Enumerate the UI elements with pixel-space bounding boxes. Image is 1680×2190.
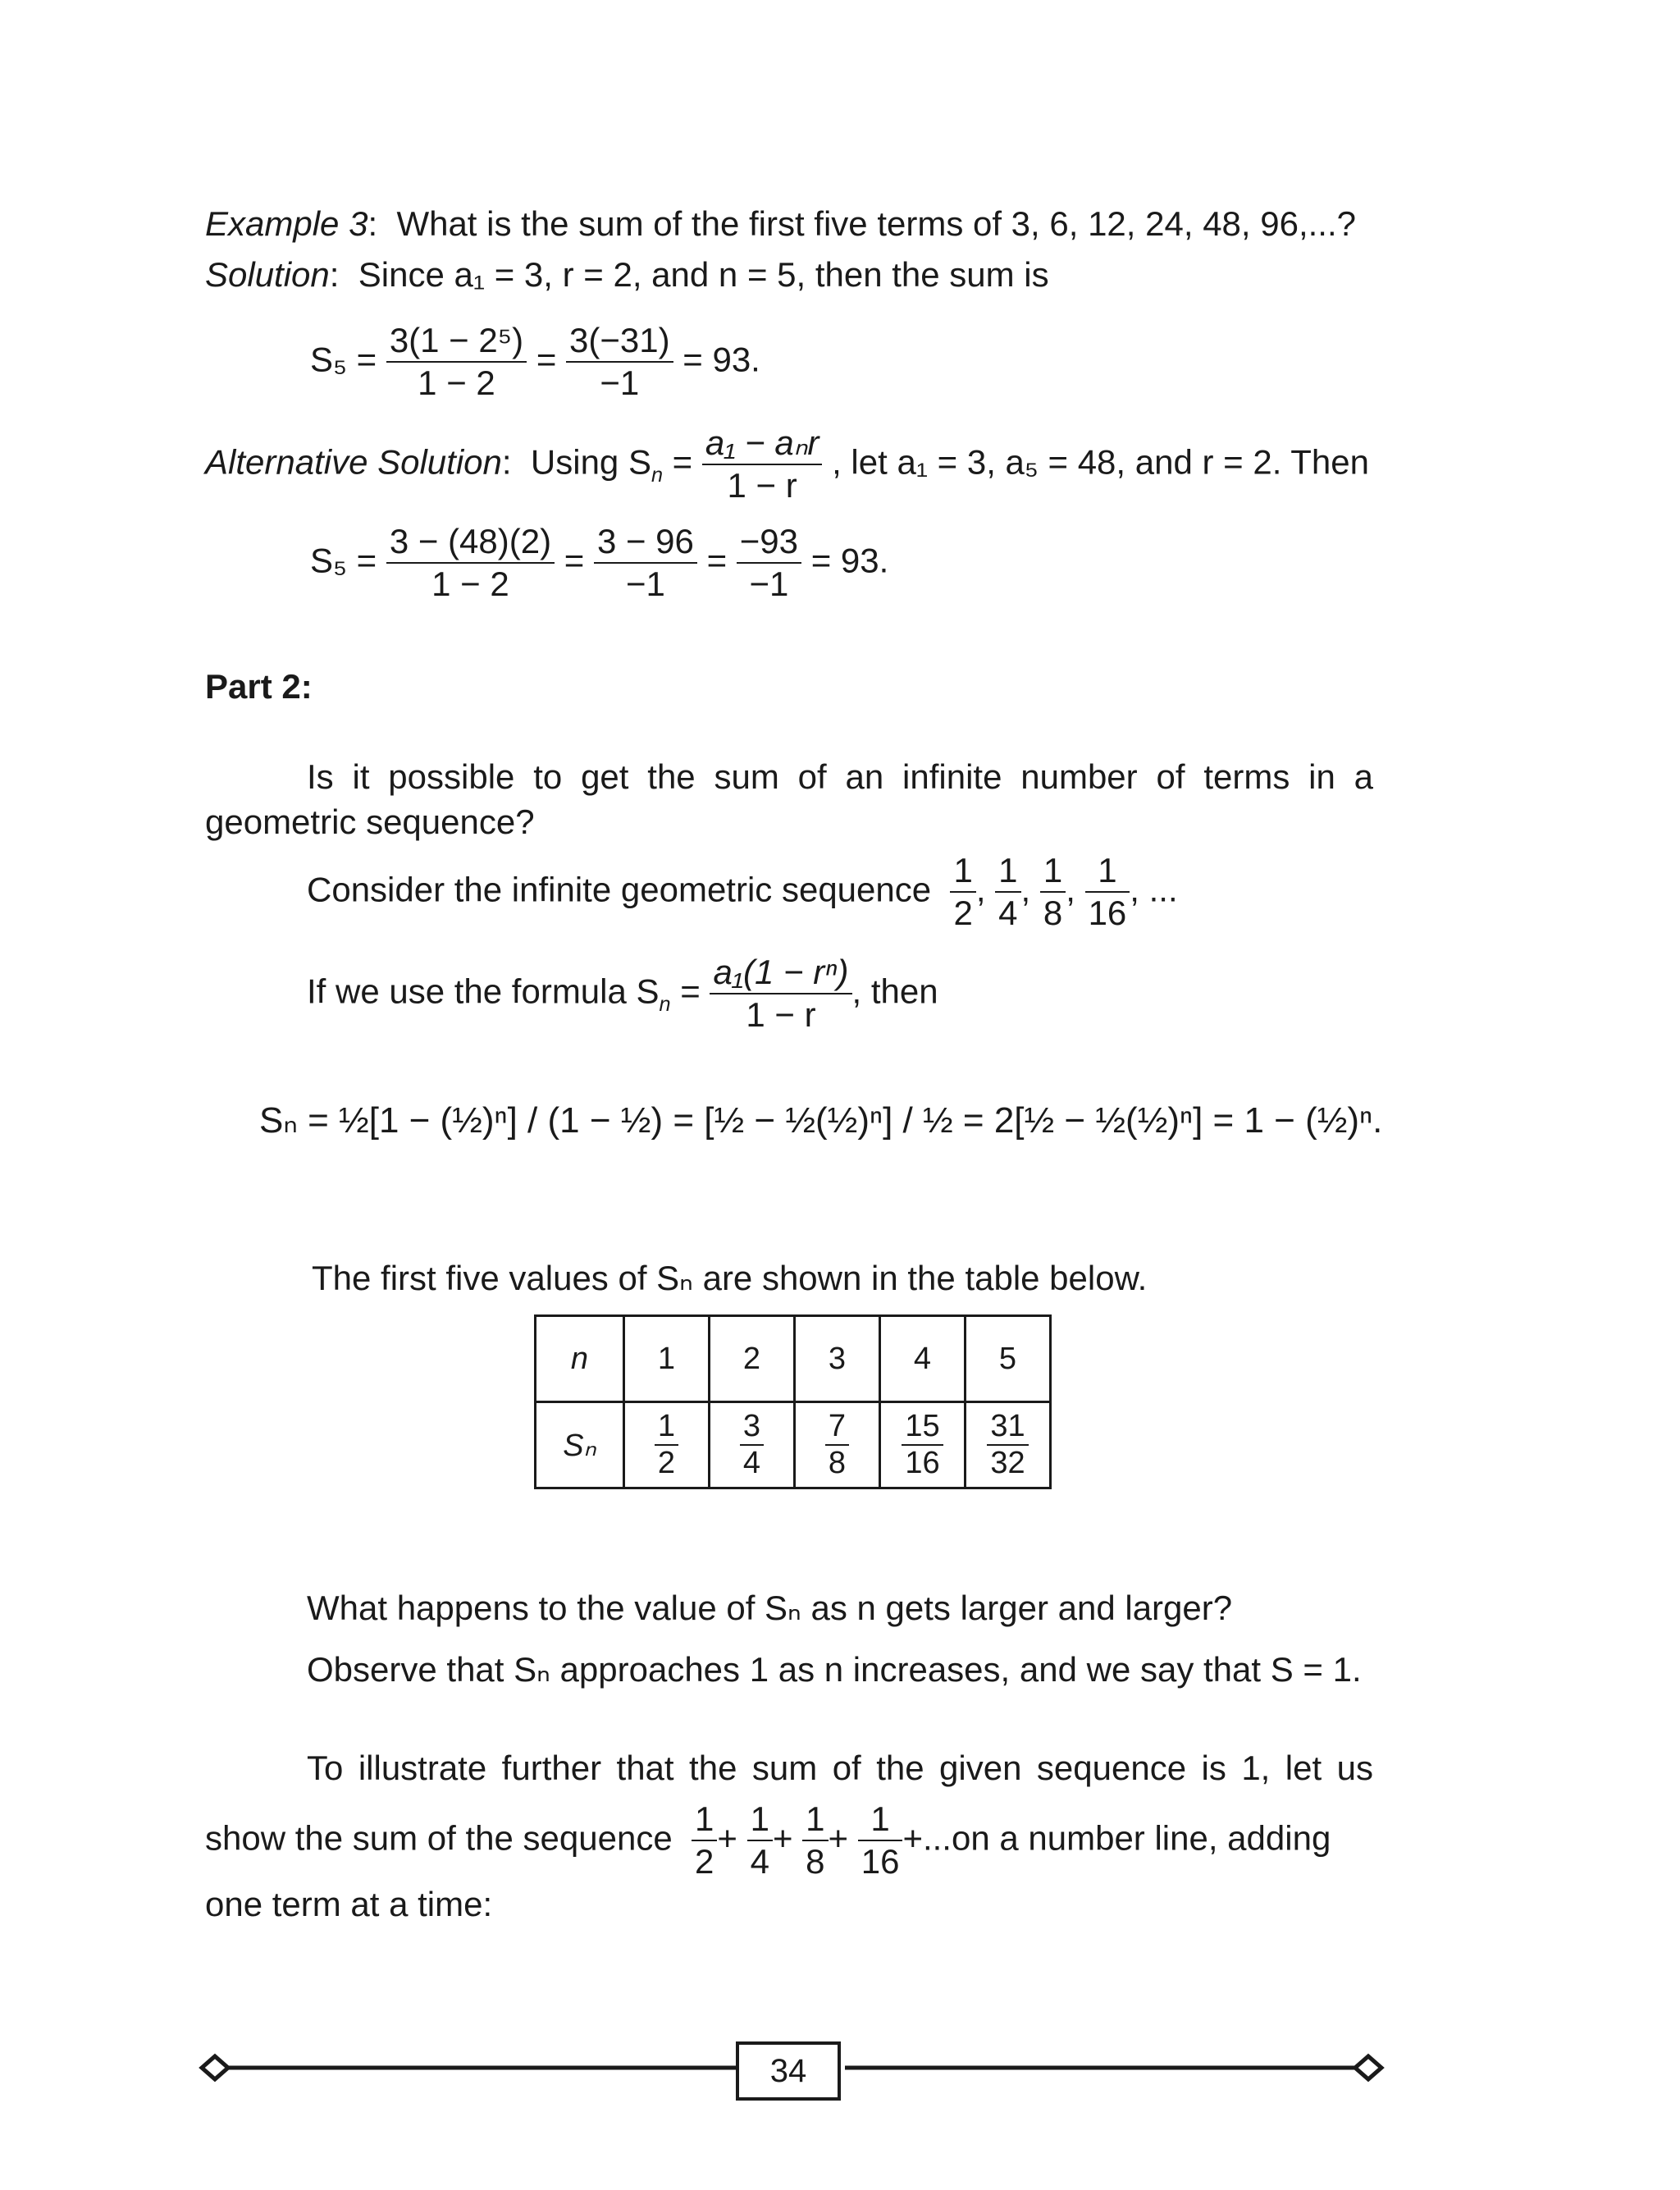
series-term-2 [747,1799,773,1883]
eq1-result: = 93. [682,340,760,379]
sn-num: 7 [825,1409,849,1446]
eq2-lhs: S₅ = [310,541,386,580]
sn-num: 15 [902,1409,943,1446]
sum-formula [710,952,851,1036]
table-cell-n: 4 [880,1316,966,1402]
sn-den: 2 [657,1446,676,1480]
right-diamond-icon [1355,2056,1381,2079]
eq1-frac-1-num: 3(1 − 2⁵) [386,320,527,363]
eq2-frac-1-den: 1 − 2 [431,565,509,604]
part2-intro-line2: geometric sequence? [205,802,535,841]
page-number-box [736,2041,841,2101]
eq2-equals-1: = [564,541,594,580]
table-row [536,1402,1051,1488]
table-header-n: n [536,1316,624,1402]
table-cell-sn [880,1402,966,1488]
alt-formula-num: a₁ − aₙr [702,423,823,465]
eq2-frac-2 [594,521,697,606]
table-cell-n: 3 [795,1316,880,1402]
series-den: 16 [861,1842,900,1881]
table-cell-sn [624,1402,710,1488]
eq2-frac-3 [737,521,801,606]
part2-heading: Part 2: [205,667,313,706]
table-cell-sn [710,1402,795,1488]
seq-term-1 [950,850,975,935]
seq-term-2 [995,850,1020,935]
eq1-frac-1 [386,320,527,405]
series-num: 1 [858,1799,903,1841]
formula-line: If we use the formula $S_n$ = $\frac{\text{a₁(1 − rⁿ)}}{1 - r}$ , then [307,952,938,1036]
eq1-frac-2 [566,320,673,405]
sn-den: 8 [828,1446,847,1480]
eq2-frac-1-num: 3 − (48)(2) [386,521,555,564]
eq2-result: = 93. [810,541,889,580]
eq1-frac-1-den: 1 − 2 [418,363,495,403]
alt-label: Alternative Solution [205,442,502,482]
example-label: Example 3 [205,204,368,243]
series-den: 2 [695,1842,714,1881]
example3-question: Example 3: What is the sum of the first five terms of 3, 6, 12, 24, 48, 96,...? [205,204,1356,243]
series-term-1 [692,1799,717,1883]
sn-num: 3 [740,1409,764,1446]
eq1-frac-2-den: −1 [600,363,640,403]
left-diamond-icon [202,2056,228,2079]
table-row [536,1316,1051,1402]
table-cell-sn [795,1402,880,1488]
table-caption: The first five values of Sₙ are shown in the table below. [312,1259,1148,1297]
illustrate-line2: show the sum of the sequence $\frac{1}{2}$ + $\frac{1}{4}$ + $\frac{1}{8}$ + $\frac{1}{16}$ +...on a number line, adding [205,1799,1331,1883]
seq-term-1-den: 2 [953,894,973,933]
equation-s5-alternative [310,521,888,606]
consider-text: Consider the infinite geometric sequence [307,870,932,909]
observe-line: Observe that Sₙ approaches 1 as n increases, and we say that S = 1. [307,1650,1362,1689]
eq1-equals: = [536,340,567,379]
eq1-frac-2-num: 3(−31) [566,320,673,363]
seq-tail: , ... [1130,870,1178,909]
seq-term-2-num: 1 [995,850,1020,893]
series-term-4 [858,1799,903,1883]
sn-num: 1 [655,1409,678,1446]
solution-text: Since a₁ = 3, r = 2, and n = 5, then the sum is [358,255,1049,294]
eq2-frac-2-den: −1 [625,565,665,604]
series-num: 1 [692,1799,717,1841]
solution-line: Solution: Since a₁ = 3, r = 2, and n = 5, then the sum is [205,255,1049,294]
solution-label: Solution [205,255,330,294]
alt-formula [702,423,823,507]
illustrate-line1: To illustrate further that the sum of the given sequence is 1, let us [307,1749,1373,1787]
formula-intro: If we use the formula S [307,972,660,1011]
alt-text-c: , let a₁ = 3, a₅ = 48, and r = 2. Then [832,442,1370,482]
sn-den: 16 [905,1446,940,1480]
sn-num: 31 [987,1409,1028,1446]
seq-term-4 [1085,850,1130,935]
eq2-equals-2: = [706,541,737,580]
consider-sequence-line: Consider the infinite geometric sequence $\frac{1}{2}$ , $\frac{1}{4}$ , $\frac{1}{8}$ , $\frac{1}{16}$ , ... [307,850,1178,935]
eq2-frac-1 [386,521,555,606]
table-cell-sn [966,1402,1051,1488]
series-den: 4 [750,1842,769,1881]
seq-term-2-den: 4 [998,894,1018,933]
table-header-sn: Sₙ [536,1402,624,1488]
table-cell-n: 5 [966,1316,1051,1402]
partial-sums-table [534,1314,1052,1489]
alt-text-a: Using S [530,442,651,482]
formula-then: , then [851,972,938,1011]
table-cell-n: 2 [710,1316,795,1402]
derivation-text: Sₙ = ½[1 − (½)ⁿ] / (1 − ½) = [½ − ½(½)ⁿ] / ½ = 2[½ − ½(½)ⁿ] = 1 − (½)ⁿ. [259,1100,1383,1141]
question-line: What happens to the value of Sₙ as n gets larger and larger? [307,1589,1233,1627]
seq-term-4-den: 16 [1088,894,1127,933]
sum-formula-num: a₁(1 − rⁿ) [710,952,851,994]
eq2-frac-3-num: −93 [737,521,801,564]
sum-formula-den: 1 − r [746,995,816,1035]
seq-term-4-num: 1 [1085,850,1130,893]
sn-den: 4 [742,1446,761,1480]
part2-intro-line1: Is it possible to get the sum of an infinite number of terms in a [307,757,1373,796]
eq1-lhs: S₅ = [310,340,386,379]
table-cell-n: 1 [624,1316,710,1402]
sn-den: 32 [990,1446,1025,1480]
alt-formula-den: 1 − r [727,466,797,505]
seq-term-3 [1040,850,1066,935]
illustrate-text-a: show the sum of the sequence [205,1818,673,1858]
derivation-equation [259,1100,1382,1143]
alt-text-b: = [672,442,702,482]
equation-s5-formula [310,320,760,405]
alternative-solution-line: Alternative Solution: Using $S_n$ = $\frac{\text{a₁ − aₙr}}{1 - r}$ , let a₁ = 3, a₅ = 48, and r = 2. Then [205,423,1369,507]
series-num: 1 [747,1799,773,1841]
page-number: 34 [769,2052,807,2089]
seq-term-1-num: 1 [950,850,975,893]
seq-term-3-num: 1 [1040,850,1066,893]
series-num: 1 [802,1799,828,1841]
example-question-text: What is the sum of the first five terms of 3, 6, 12, 24, 48, 96,...? [396,204,1356,243]
eq2-frac-3-den: −1 [749,565,789,604]
seq-term-3-den: 8 [1043,894,1063,933]
series-den: 8 [806,1842,825,1881]
eq2-frac-2-num: 3 − 96 [594,521,697,564]
series-term-3 [802,1799,828,1883]
illustrate-text-b: +...on a number line, adding [902,1818,1331,1858]
illustrate-line3: one term at a time: [205,1885,493,1923]
